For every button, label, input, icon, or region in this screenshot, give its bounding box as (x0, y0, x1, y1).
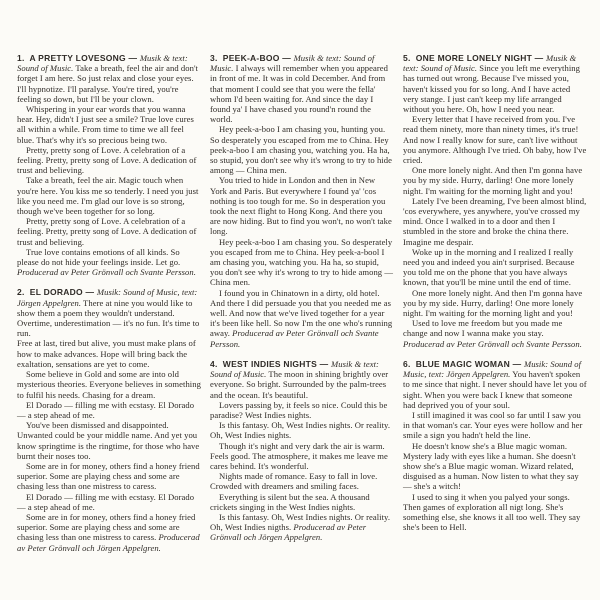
song-credit: Musik & text: Sound of Music. (403, 53, 577, 74)
song-title: 3. PEEK-A-BOO — (210, 53, 294, 63)
text-column-2 (210, 53, 394, 563)
song-paragraph: You've been dismissed and disappointed. Unwanted could be your middle name. And yet you know springtime is the ringtime, for those who have burnt their noses too. (17, 420, 200, 461)
song-paragraph: Everything is silent but the sea. A thousand crickets singing in the West Indies nights. (210, 491, 370, 512)
song-paragraph: Is this fantasy. Oh, West Indies nights. Or reality. Oh, West Indies nigths. Producerad av Peter Grönvall och Jörgen Appelgren. (210, 511, 391, 543)
song-paragraph: True love contains emotions of all kinds. So please do not hide your feelings inside. Let go. Producerad av Peter Grönvall och Svante Persson. (17, 246, 196, 278)
song-paragraph: Some are in for money, others find a honey fried superior. Some are playing chess and some are chasing less than one mistress to caress. Producerad av Peter Grönvall och Jörgen Appelgren. (17, 511, 200, 553)
song-section (210, 53, 394, 349)
song-paragraph: Every letter that I have received from you. I've read them ninety, more than ninety times, it's true! And now I really know for sure, can't live without you anymore. Although I've tried. Oh baby, how I've cried. (403, 114, 587, 166)
song-paragraph (17, 53, 201, 104)
song-paragraph (403, 53, 587, 114)
producer-credit: Producerad av Peter Grönvall och Svante Persson. (403, 338, 582, 349)
song-section (403, 53, 587, 349)
song-paragraph: Is this fantasy. Oh, West Indies nights. Or reality. Oh, West Indies nights. (210, 420, 391, 441)
song-paragraph: He doesn't know she's a Blue magic woman. Mystery lady with eyes like a human. She doesn't show she's a Blue magic woman. Wizard related, disguised as a human. Now listen to what they say — she's a witch! (403, 440, 579, 492)
song-paragraph: Whispering in your ear words that you wanna hear. Hey, didn't I just see a smile? True love cures all within a while. From time to time we all feel blue. That's why it's so precious being two. (17, 104, 194, 145)
song-paragraph: I used to sing it when you palyed your songs. Then games of exploration all nigt long. She's something else, she knows it all too well. They say she's been to Hell. (403, 491, 581, 533)
song-paragraph: El Dorado — filling me with ecstasy. El Dorado — a step ahead of me. (17, 491, 195, 512)
song-lead-text: Since you left me everything has turned out wrong. Because I've missed you, haven't kissed you for so long. And I have acted very stange. I just can't keep my life arranged without you here. Oh, how I need you near. (403, 63, 580, 115)
song-credit: Musik & text: Sound of Music. (210, 53, 375, 74)
producer-credit: Producerad av Peter Grönvall och Jörgen Appelgren. (210, 522, 367, 543)
song-lead-text: There at nine you would like to show them a poem they wouldn't understand. Overtime, underestimation — it's no fun. It's time to run. (17, 297, 200, 339)
song-title: 1. A PRETTY LOVESONG — (17, 53, 140, 63)
song-credit: Musik & text: Sound of Music. (17, 53, 188, 74)
song-paragraph (210, 53, 394, 124)
song-lead-text: You haven't spoken to me since that night. I never should have let you of sight. When you were back I knew that someone had deprived you of your soul. (403, 369, 587, 410)
song-lead-text: The moon in shining brightly over everyone. So bright. Surrounded by the palm-trees and the ocean. It's beautiful. (210, 369, 389, 400)
song-paragraph: Lovers passing by, it feels so nice. Could this be paradise? West Indies nights. (210, 399, 388, 420)
song-title: 6. BLUE MAGIC WOMAN — (403, 358, 524, 369)
song-paragraph: Take a breath, feel the air. Magic touch when you're here. You kiss me so tenderly. I need you just like you need me. I'm glad our love is so strong, though we've been together for so long. (17, 175, 199, 217)
song-paragraph: Pretty, pretty song of Love. A celebration of a feeling. Pretty, pretty song of Love. A dedication of trust and believing. (17, 144, 197, 176)
song-paragraph (403, 359, 587, 410)
song-paragraph: I found you in Chinatown in a dirty, old hotel. And there I did persuade you that you needed me as well. And now that we've lived together for a year it's been like hell. So now I'm the one who's running away. Producerad av Peter Grönvall och Svante Persson. (210, 287, 393, 349)
producer-credit: Producerad av Peter Grönvall och Svante Persson. (210, 328, 379, 349)
producer-credit: Producerad av Peter Grönvall och Svante Persson. (17, 267, 196, 278)
song-paragraph: Hey peek-a-boo I am chasing you, hunting you. So desperately you escaped from me to China. Hey peek-a-boo I am chasing you, watching you. Ha ha, so stupid, you don't see why it's wrong to try to hide among — China men. (210, 124, 392, 176)
song-title: 5. ONE MORE LONELY NIGHT — (403, 53, 547, 63)
song-paragraph: Though it's night and very dark the air is warm. Feels good. The atmosphere, it makes me leave me cares behind. It's wonderful. (210, 440, 388, 471)
song-credit: Musik & text: Sound of Music. (210, 358, 379, 380)
song-section (210, 359, 394, 543)
song-section (17, 287, 201, 552)
song-credit: Musik: Sound of Music, text: Jörgen Appelgren. (403, 358, 582, 380)
song-paragraph: Lately I've been dreaming, I've been almost blind, 'cos everywhere, yes anywhere, you've crossed my mind. Once I walked in to a door and then I stumbled in the store and broke the china there. Imagine me despair. (403, 195, 587, 247)
producer-credit: Producerad av Peter Grönvall och Jörgen Appelgren. (17, 532, 200, 553)
text-column-3 (403, 53, 587, 563)
song-paragraph: Nights made of romance. Easy to fall in love. Crowded with dreamers and smiling faces. (210, 471, 378, 492)
song-paragraph: Used to love me freedom but you made me change and now I wanna make you stay. Producerad av Peter Grönvall och Svante Persson. (403, 318, 582, 349)
song-lead-text: Take a breath, feel the air and don't forget I am here. So just relax and close your eyes. I'll hypnotize. I'll paralyse. You're tired, you're feeling so down, but I'll be your clown. (17, 63, 198, 104)
song-paragraph: El Dorado — filling me with ecstasy. El Dorado — a step ahead of me. (17, 399, 195, 420)
lyrics-columns (17, 53, 587, 563)
song-title: 2. EL DORADO — (17, 287, 97, 298)
song-paragraph: Pretty, pretty song of Love. A celebration of a feeling. Pretty, pretty song of Love. A dedication of trust and believing. (17, 216, 197, 247)
song-paragraph: You tried to hide in London and then in New York and Paris. But everywhere I found ya' 'cos nothing is too tough for me. So in desperation you took the next flight to Hong Kong. And there you are now hiding. But to find you won't, no won't take long. (210, 175, 392, 237)
song-paragraph: Free at last, tired but alive, you must make plans of how to make advances. Hope will bring back the exaltation, sensations are yet to come. (17, 338, 196, 369)
song-paragraph: One more lonely night. And then I'm gonna have you by my side. Hurry, darling! One more lonely night. I'm waiting for the morning light and you! (403, 165, 583, 196)
song-paragraph: Some believe in Gold and some are into old mysterious theories. Everyone believes in something to fulfil his needs. Chasing for a dream. (17, 369, 201, 400)
song-paragraph: I still imagined it was cool so far until I saw you in that woman's car. Your eyes were hollow and her smile a sign you hadn't held the line. (403, 409, 583, 441)
song-paragraph (17, 287, 201, 338)
song-paragraph: One more lonely night. And then I'm gonna have you by my side. Hurry, darling! One more lonely night. I'm waiting for the morning light and you! (403, 287, 583, 319)
song-paragraph: Woke up in the morning and I realized I really need you and indeed you ain't surprised. Because you told me on the phone that you have always known, that you'll be mine until the end of time. (403, 246, 575, 288)
song-paragraph: Some are in for money, others find a honey friend superior. Some are playing chess and some are chasing less than one mistress to caress. (17, 460, 200, 492)
song-section (17, 53, 201, 277)
song-credit: Musik: Sound of Music, text: Jörgen Appelgren. (17, 287, 198, 308)
song-paragraph (210, 359, 394, 400)
song-section (403, 359, 587, 532)
song-lead-text: I always will remember when you appeared in front of me. It was in cold December. And from that moment I could see that you were the fella' whom I'd been waiting for. And since the day I found ya' I have chased you round'n round the world. (210, 63, 388, 125)
song-paragraph: Hey peek-a-boo I am chasing you. So desperately you escaped from me to China. Hey peek-a-bool I am chasing you, watching you. Ha ha, so stupid, you don't see why it's wrong to try to hide among — China men. (210, 236, 393, 288)
song-title: 4. WEST INDIES NIGHTS — (210, 358, 332, 369)
text-column-1 (17, 53, 201, 563)
